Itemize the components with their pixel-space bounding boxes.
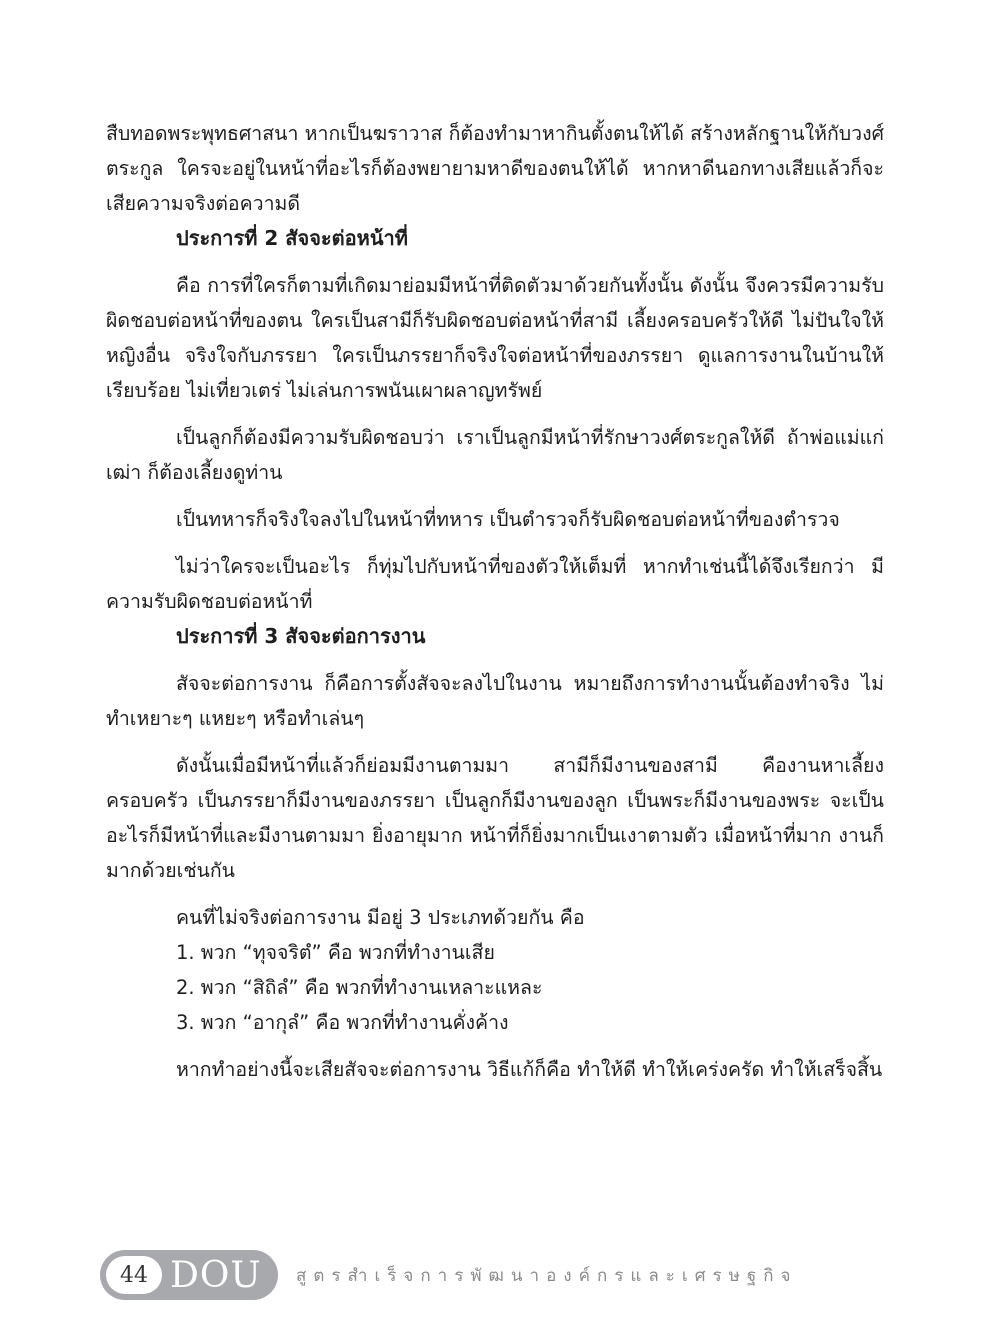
list-item: 2. พวก “สิถิลํ” คือ พวกที่ทำงานเหลาะแหละ bbox=[176, 976, 543, 999]
footer-badge bbox=[100, 1250, 278, 1300]
paragraph-duty-summary: ไม่ว่าใครจะเป็นอะไร ก็ทุ่มไปกับหน้าที่ของตัวให้เต็มที่ หากทำเช่นนี้ได้จึงเรียกว่า มีความรับผิดชอบต่อหน้าที่ bbox=[106, 555, 884, 613]
paragraph-work-roles: ดังนั้นเมื่อมีหน้าที่แล้วก็ย่อมมีงานตามมา สามีก็มีงานของสามี คืองานหาเลี้ยงครอบครัว เป็นภรรยาก็มีงานของภรรยา เป็นลูกก็มีงานของลูก เป็นพระก็มีงานของพระ จะเป็นอะไรก็มีหน้าที่และมีงานตามมา ยิ่งอายุมาก หน้าที่ก็ยิ่งมากเป็นเงาตามตัว เมื่อหน้าที่มาก งานก็มากด้วยเช่นกัน bbox=[106, 754, 884, 882]
page-footer bbox=[100, 1250, 797, 1300]
brand-logo: DOU bbox=[170, 1254, 262, 1296]
paragraph-continuation: สืบทอดพระพุทธศาสนา หากเป็นฆราวาส ก็ต้องทำมาหากินตั้งตนให้ได้ สร้างหลักฐานให้กับวงศ์ตระกูล ใครจะอยู่ในหน้าที่อะไรก็ต้องพยายามหาดีของตนให้ได้ หากหาดีนอกทางเสียแล้วก็จะเสียความจริงต่อความดี bbox=[106, 122, 884, 215]
section-heading-work: ประการที่ 3 สัจจะต่อการงาน bbox=[176, 624, 426, 648]
book-title: สูตรสำเร็จการพัฒนาองค์กรและเศรษฐกิจ bbox=[296, 1265, 798, 1286]
list-item: 1. พวก “ทุจจริตํ” คือ พวกที่ทำงานเสีย bbox=[176, 941, 495, 964]
page-number: 44 bbox=[106, 1256, 162, 1294]
section-heading-duty: ประการที่ 2 สัจจะต่อหน้าที่ bbox=[176, 226, 408, 250]
paragraph-duty-child: เป็นลูกก็ต้องมีความรับผิดชอบว่า เราเป็นลูกมีหน้าที่รักษาวงศ์ตระกูลให้ดี ถ้าพ่อแม่แก่เฒ่า ก็ต้องเลี้ยงดูท่าน bbox=[106, 426, 884, 484]
list-item: 3. พวก “อากุลํ” คือ พวกที่ทำงานคั่งค้าง bbox=[176, 1011, 509, 1034]
paragraph-duty-intro: คือ การที่ใครก็ตามที่เกิดมาย่อมมีหน้าที่ติดตัวมาด้วยกันทั้งนั้น ดังนั้น จึงควรมีความรับผิดชอบต่อหน้าที่ของตน ใครเป็นสามีก็รับผิดชอบต่อหน้าที่สามี เลี้ยงครอบครัวให้ดี ไม่ปันใจให้หญิงอื่น จริงใจกับภรรยา ใครเป็นภรรยาก็จริงใจต่อหน้าที่ของภรรยา ดูแลการงานในบ้านให้เรียบร้อย ไม่เที่ยวเตร่ ไม่เล่นการพนันเผาผลาญทรัพย์ bbox=[106, 274, 884, 402]
paragraph-work-types: คนที่ไม่จริงต่อการงาน มีอยู่ 3 ประเภทด้วยกัน คือ bbox=[176, 906, 585, 929]
page-body bbox=[106, 116, 884, 1087]
paragraph-work-intro: สัจจะต่อการงาน ก็คือการตั้งสัจจะลงไปในงาน หมายถึงการทำงานนั้นต้องทำจริง ไม่ทำเหยาะๆ แหยะๆ หรือทำเล่นๆ bbox=[106, 672, 884, 730]
paragraph-duty-soldier: เป็นทหารก็จริงใจลงไปในหน้าที่ทหาร เป็นตำรวจก็รับผิดชอบต่อหน้าที่ของตำรวจ bbox=[176, 508, 840, 531]
paragraph-work-solution: หากทำอย่างนี้จะเสียสัจจะต่อการงาน วิธีแก้ก็คือ ทำให้ดี ทำให้เคร่งครัด ทำให้เสร็จสิ้น bbox=[176, 1058, 883, 1081]
